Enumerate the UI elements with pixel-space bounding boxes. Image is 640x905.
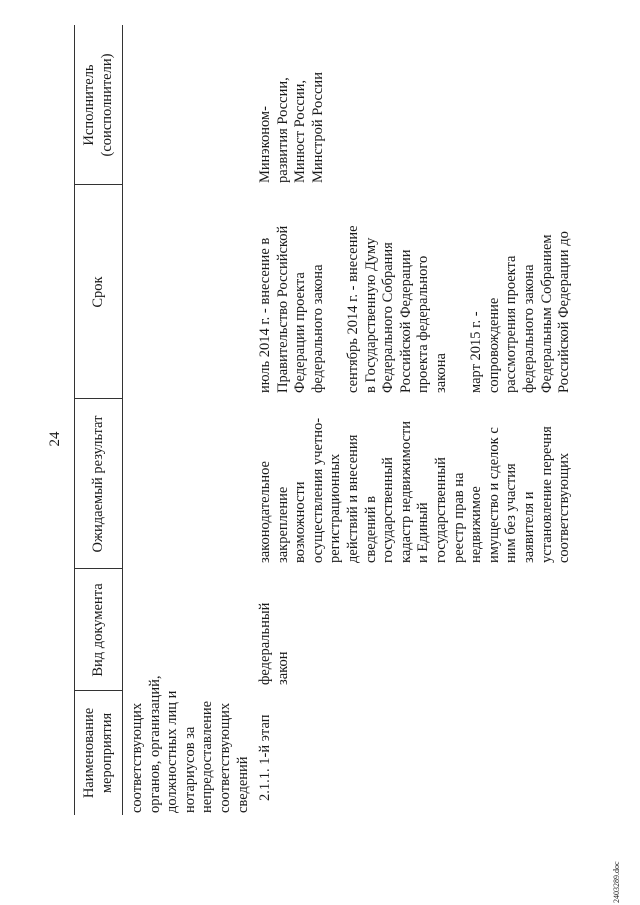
row-term-cell: июль 2014 г. - внесение в Правительство Российской Федерации проекта федерального закона сентябрь 2014 г. - внесение в Государственную Думу Федерального Собрания Российской Федерации проекта федерального закона март 2015 г. - сопровождение рассмотрения проекта федерального закона Федеральным Собранием Российской Федерации до: [257, 225, 573, 393]
row-name-cell: 2.1.1. 1-й этап: [257, 714, 273, 801]
row-doc-type-cell: федеральный закон: [257, 602, 291, 685]
table-top-rule: [74, 25, 75, 815]
header-result: Ожидаемый результат: [90, 415, 106, 553]
row-result-cell: законодательное закрепление возможности осуществления учетно- регистрационных действий и внесения сведений в государственный кадастр недвижимости и Единый государственный реестр прав на недвижимое имущество и сделок с ним без участия заявителя и установление перечня соответствующих: [257, 417, 573, 563]
row-executor-cell: Минэконом- развития России, Минюст России, Минстрой России: [257, 72, 326, 183]
header-executor: Исполнитель (соисполнители): [81, 53, 115, 157]
page-number: 24: [47, 431, 63, 447]
footer-doc-code: 2403289.doc: [612, 861, 621, 903]
header-bottom-rule: [122, 25, 123, 815]
continuation-name-cell: соответствующих органов, организаций, должностных лиц и нотариусов за непредоставление соответствующих сведений: [129, 675, 251, 813]
header-term: Срок: [90, 276, 106, 308]
header-doc-type: Вид документа: [90, 583, 106, 677]
header-name: Наименование мероприятия: [81, 707, 115, 799]
